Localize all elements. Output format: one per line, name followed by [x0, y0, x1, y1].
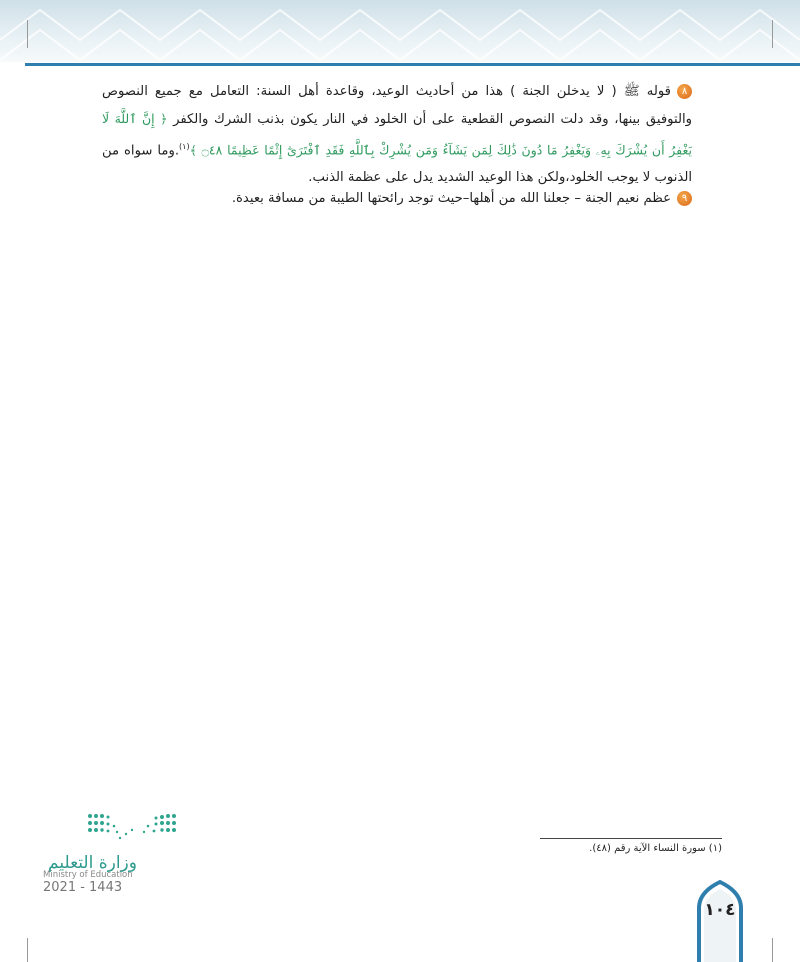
page-number: ١٠٤	[704, 900, 736, 920]
crop-mark	[27, 938, 28, 962]
paragraph-item-8	[102, 78, 692, 191]
footnote: (١) سورة النساء الآية رقم (٤٨).	[589, 843, 722, 854]
item-number-badge: ٩	[677, 191, 692, 206]
item-number-badge: ٨	[677, 84, 692, 99]
crop-mark	[27, 20, 28, 48]
crop-mark	[772, 938, 773, 962]
logo-english-name: Ministry of Education	[43, 870, 133, 880]
header-banner	[0, 0, 800, 62]
header-rule	[25, 63, 800, 66]
quran-verse: ﴿ إِنَّ ٱللَّهَ لَا يَغْفِرُ أَن يُشْرَكَ بِهِۦ وَيَغْفِرُ مَا دُونَ ذَٰلِكَ لِمَن يَشَآءُ وَمَن يُشْرِكْ بِٱللَّهِ فَقَدِ ٱفْتَرَىٰٓ إِثْمًا عَظِيمًا ۝٤٨ ﴾	[102, 111, 692, 158]
logo-dots-icon	[40, 810, 180, 850]
crop-mark	[772, 20, 773, 48]
paragraph-text: قوله ﷺ ( لا يدخلن الجنة ) هذا من أحاديث الوعيد، وقاعدة أهل السنة: التعامل مع جميع النصوص والتوفيق بينها، وقد دلت النصوص القطعية على أن الخلود في النار يكون بذنب الشرك والكفر	[102, 84, 692, 127]
badge-shape-icon	[695, 880, 745, 962]
ministry-logo	[40, 810, 190, 854]
paragraph-text: .وما سواه من الذنوب لا يوجب الخلود،ولكن هذا الوعيد الشديد يدل على عظمة الذنب.	[102, 143, 692, 186]
footnote-divider	[540, 838, 722, 839]
pattern-decoration	[0, 0, 800, 62]
page-number-badge	[695, 880, 745, 962]
paragraph-item-9	[102, 185, 692, 212]
logo-year: 2021 - 1443	[43, 880, 123, 895]
logo-arabic-name: وزارة التعليم	[48, 853, 137, 873]
paragraph-text: عظم نعيم الجنة – جعلنا الله من أهلها–حيث توجد رائحتها الطيبة من مسافة بعيدة.	[231, 191, 671, 206]
footnote-ref[interactable]: (١)	[179, 142, 190, 151]
